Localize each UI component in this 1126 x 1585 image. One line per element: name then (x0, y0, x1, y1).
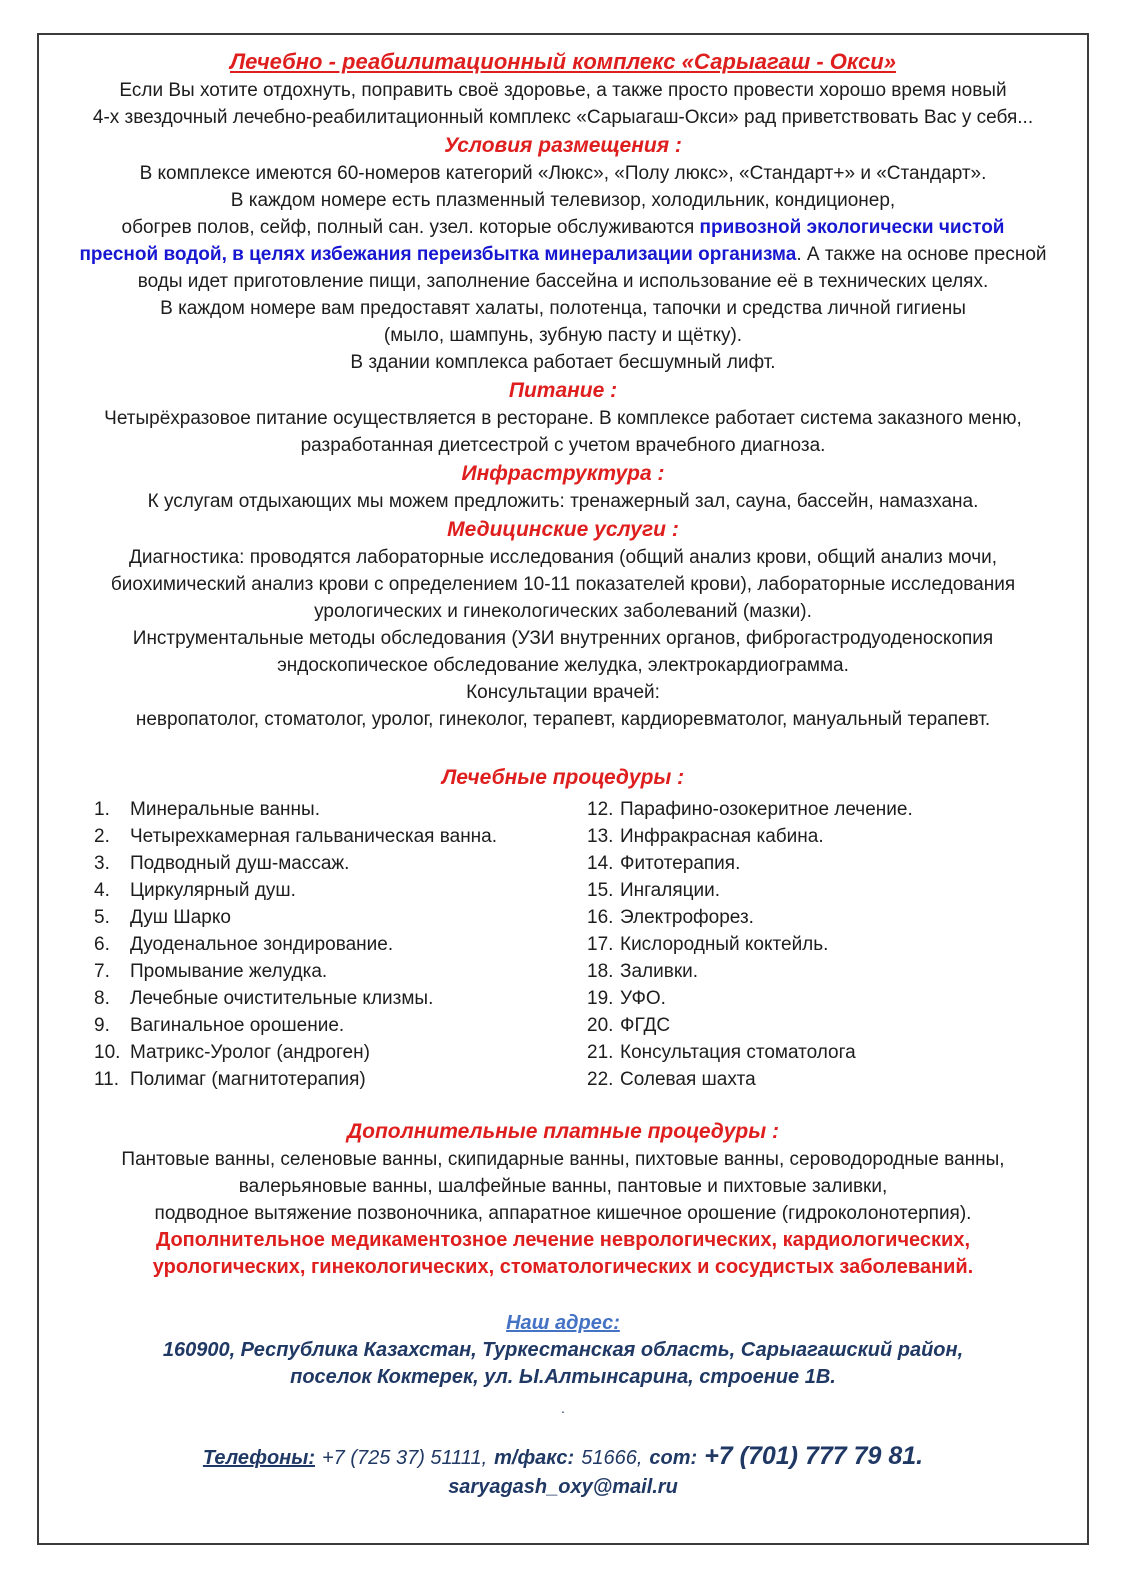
paid-red-note-line-2: урологических, гинекологических, стоматологических и сосудистых заболеваний. (152, 1256, 974, 1278)
medical-line-2: биохимический анализ крови с определением 10-11 показателей крови), лабораторные исследования (110, 574, 1016, 595)
heading-infrastructure: Инфраструктура : (461, 462, 665, 485)
paid-line-2: валерьяновые ванны, шалфейные ванны, пантовые и пихтовые заливки, (238, 1176, 888, 1197)
item-label: Матрикс-Уролог (андроген) (130, 1042, 370, 1063)
procedures-list-right-column (587, 796, 913, 1093)
paid-red-note-line-1: Дополнительное медикаментозное лечение неврологических, кардиологических, (155, 1229, 971, 1251)
procedure-item (587, 850, 913, 877)
cell-number: +7 (701) 777 79 81. (704, 1442, 924, 1470)
accommodation-line-5: воды идет приготовление пищи, заполнение бассейна и использование её в технических целях. (137, 271, 989, 292)
item-label: Фитотерапия. (620, 853, 741, 874)
accommodation-line-1: В комплексе имеются 60-номеров категорий «Люкс», «Полу люкс», «Стандарт+» и «Стандарт». (139, 163, 987, 184)
fax-number: 51666, (581, 1447, 643, 1469)
procedure-item (587, 1039, 913, 1066)
procedure-item (94, 796, 549, 823)
item-label: Заливки. (620, 961, 699, 982)
procedure-item (94, 850, 549, 877)
item-label: Подводный душ-массаж. (130, 853, 350, 874)
item-number: 5. (94, 907, 110, 928)
item-number: 17. (587, 934, 614, 955)
item-number: 4. (94, 880, 110, 901)
procedure-item (94, 985, 549, 1012)
item-number: 9. (94, 1015, 110, 1036)
accommodation-line-6: В каждом номере вам предоставят халаты, полотенца, тапочки и средства личной гигиены (160, 298, 966, 319)
procedure-item (587, 823, 913, 850)
medical-line-3: урологических и гинекологических заболеваний (мазки). (314, 601, 812, 622)
item-label: Душ Шарко (130, 907, 231, 928)
item-number: 21. (587, 1042, 614, 1063)
heading-medical-services: Медицинские услуги : (447, 518, 679, 541)
separator-dot: . (561, 1400, 565, 1416)
item-number: 10. (94, 1042, 121, 1063)
page-border (37, 33, 1089, 1545)
paid-line-1: Пантовые ванны, селеновые ванны, скипидарные ванны, пихтовые ванны, сероводородные ванны, (121, 1149, 1005, 1170)
food-line-2: разработанная диетсестрой с учетом врачебного диагноза. (300, 435, 826, 456)
item-label: Четырехкамерная гальваническая ванна. (130, 826, 498, 847)
item-number: 12. (587, 799, 614, 820)
item-label: Циркулярный душ. (130, 880, 296, 901)
medical-line-6: Консультации врачей: (466, 682, 660, 703)
accommodation-line-4 (39, 241, 1087, 268)
item-number: 8. (94, 988, 110, 1009)
item-number: 3. (94, 853, 110, 874)
item-number: 20. (587, 1015, 614, 1036)
item-label: Солевая шахта (620, 1069, 756, 1090)
item-number: 6. (94, 934, 110, 955)
item-label: Минеральные ванны. (130, 799, 320, 820)
item-number: 2. (94, 826, 110, 847)
procedure-item (587, 877, 913, 904)
address-line-1: 160900, Республика Казахстан, Туркестанская область, Сарыагашский район, (162, 1339, 964, 1361)
item-label: Лечебные очистительные клизмы. (130, 988, 434, 1009)
procedure-item (587, 985, 913, 1012)
procedure-item (94, 877, 549, 904)
procedures-list-left-column (94, 796, 549, 1093)
heading-address: Наш адрес: (506, 1312, 620, 1334)
procedure-item (587, 931, 913, 958)
intro-line-1: Если Вы хотите отдохнуть, поправить своё здоровье, а также просто провести хорошо время новый (119, 80, 1007, 101)
procedure-item (94, 958, 549, 985)
item-label: Электрофорез. (620, 907, 754, 928)
heading-food: Питание : (508, 379, 618, 402)
item-label: Инфракрасная кабина. (620, 826, 824, 847)
item-number: 15. (587, 880, 614, 901)
procedure-item (94, 823, 549, 850)
highlighted-text-fragment: пресной водой, в целях избежания переизбытка минерализации организма (79, 244, 797, 265)
item-number: 22. (587, 1069, 614, 1090)
item-label: Полимаг (магнитотерапия) (130, 1069, 366, 1090)
procedure-item (587, 904, 913, 931)
infrastructure-line-1: К услугам отдыхающих мы можем предложить: тренажерный зал, сауна, бассейн, намазхана. (147, 491, 979, 512)
text-fragment: . А также на основе пресной (796, 244, 1047, 265)
document-content (39, 35, 1087, 1501)
accommodation-line-8: В здании комплекса работает бесшумный лифт. (350, 352, 776, 373)
procedure-item (587, 1066, 913, 1093)
procedure-item (94, 1066, 549, 1093)
item-label: Кислородный коктейль. (620, 934, 829, 955)
procedure-item (587, 1012, 913, 1039)
item-number: 16. (587, 907, 614, 928)
item-label: УФО. (620, 988, 666, 1009)
procedure-item (94, 904, 549, 931)
item-number: 19. (587, 988, 614, 1009)
highlighted-text-fragment: привозной экологически чистой (699, 217, 1005, 238)
procedure-item (587, 958, 913, 985)
item-label: ФГДС (620, 1015, 671, 1036)
heading-accommodation: Условия размещения : (444, 134, 682, 157)
intro-line-2: 4-х звездочный лечебно-реабилитационный комплекс «Сарыагаш-Окси» рад приветствовать Вас у себя... (92, 107, 1034, 128)
medical-line-5: эндоскопическое обследование желудка, электрокардиограмма. (277, 655, 849, 676)
item-label: Парафино-озокеритное лечение. (620, 799, 913, 820)
cell-label: сот: (649, 1447, 698, 1469)
phones-label: Телефоны: (202, 1447, 315, 1469)
item-label: Ингаляции. (620, 880, 720, 901)
medical-line-7: невропатолог, стоматолог, уролог, гинеколог, терапевт, кардиоревматолог, мануальный терапевт. (135, 709, 991, 730)
medical-line-1: Диагностика: проводятся лабораторные исследования (общий анализ крови, общий анализ мочи, (129, 547, 997, 568)
medical-line-4: Инструментальные методы обследования (УЗИ внутренних органов, фиброгастродуоденоскопия (132, 628, 994, 649)
document-title: Лечебно - реабилитационный комплекс «Сарыагаш - Окси» (230, 49, 896, 74)
fax-label: т/факс: (494, 1447, 575, 1469)
address-line-2: поселок Коктерек, ул. Ы.Алтынсарина, строение 1В. (290, 1366, 836, 1388)
item-number: 1. (94, 799, 110, 820)
item-label: Консультация стоматолога (620, 1042, 856, 1063)
item-number: 11. (94, 1069, 120, 1090)
paid-line-3: подводное вытяжение позвоночника, аппаратное кишечное орошение (гидроколонотерпия). (154, 1203, 972, 1224)
procedures-list (39, 796, 1087, 1093)
item-label: Дуоденальное зондирование. (130, 934, 394, 955)
food-line-1: Четырёхразовое питание осуществляется в ресторане. В комплексе работает система заказного меню, (104, 408, 1022, 429)
item-number: 7. (94, 961, 110, 982)
accommodation-line-7: (мыло, шампунь, зубную пасту и щётку). (383, 325, 743, 346)
email-address: saryagash_oxy@mail.ru (448, 1476, 678, 1498)
accommodation-line-3 (39, 214, 1087, 241)
procedure-item (587, 796, 913, 823)
accommodation-line-2: В каждом номере есть плазменный телевизор, холодильник, кондиционер, (230, 190, 896, 211)
item-label: Вагинальное орошение. (130, 1015, 345, 1036)
text-fragment: обогрев полов, сейф, полный сан. узел. которые обслуживаются (121, 217, 700, 238)
item-label: Промывание желудка. (130, 961, 328, 982)
heading-procedures: Лечебные процедуры : (441, 766, 685, 789)
item-number: 13. (587, 826, 614, 847)
phones-line (39, 1441, 1087, 1473)
item-number: 14. (587, 853, 614, 874)
heading-paid-procedures: Дополнительные платные процедуры : (346, 1120, 780, 1143)
procedure-item (94, 1012, 549, 1039)
item-number: 18. (587, 961, 614, 982)
procedure-item (94, 931, 549, 958)
phone-number: +7 (725 37) 51111, (322, 1447, 488, 1469)
procedure-item (94, 1039, 549, 1066)
